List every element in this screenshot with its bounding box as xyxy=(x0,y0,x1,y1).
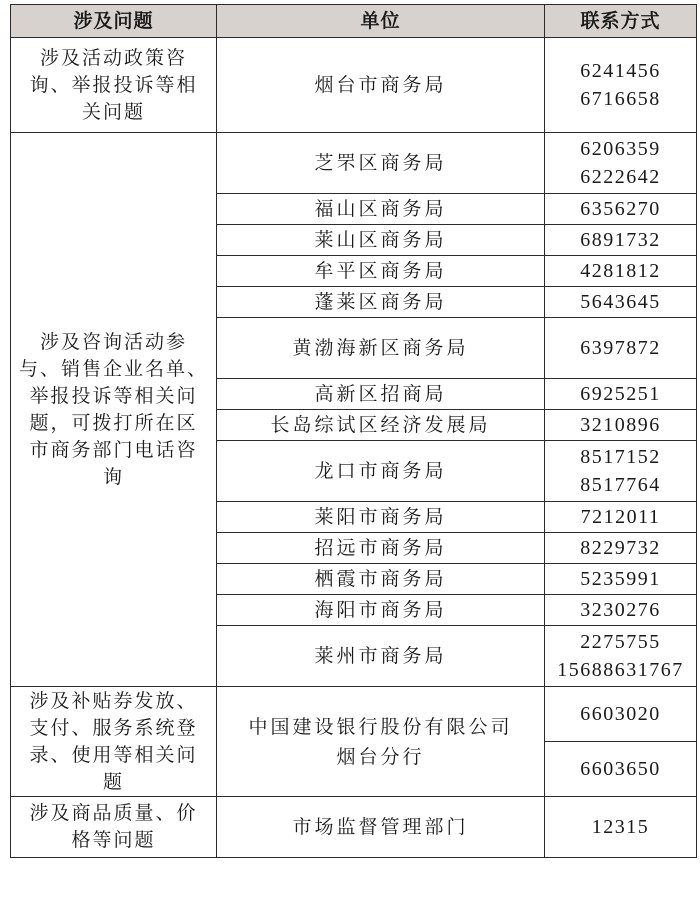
unit-name: 高新区招商局 xyxy=(314,383,447,405)
phone-number: 3210896 xyxy=(580,414,661,436)
unit-name: 烟台市商务局 xyxy=(314,74,447,96)
phone-number: 6397872 xyxy=(580,337,661,359)
table-header-row xyxy=(11,5,697,38)
phone-cell xyxy=(545,133,697,194)
unit-cell xyxy=(217,38,545,133)
unit-cell xyxy=(217,256,545,287)
phone-cell xyxy=(545,287,697,318)
unit-cell xyxy=(217,441,545,502)
phone-number: 6925251 xyxy=(580,383,661,405)
unit-cell xyxy=(217,379,545,410)
unit-name: 莱阳市商务局 xyxy=(314,506,447,528)
issue-text: 与、销售企业名单、 xyxy=(18,357,208,380)
unit-name: 莱山区商务局 xyxy=(314,229,447,251)
phone-cell xyxy=(545,410,697,441)
unit-name: 烟台分行 xyxy=(336,745,425,768)
unit-name: 莱州市商务局 xyxy=(314,645,447,667)
unit-name: 栖霞市商务局 xyxy=(314,568,447,590)
issue-text: 题 xyxy=(102,770,124,793)
unit-cell xyxy=(217,318,545,379)
unit-name: 长岛综试区经济发展局 xyxy=(270,414,491,436)
phone-cell xyxy=(545,687,697,742)
header-unit: 单位 xyxy=(217,5,545,38)
table-row xyxy=(11,687,697,742)
issue-text: 涉及补贴券发放、 xyxy=(29,689,198,712)
unit-cell xyxy=(217,626,545,687)
issue-cell xyxy=(11,38,217,133)
phone-number: 7212011 xyxy=(580,506,661,528)
unit-cell xyxy=(217,287,545,318)
phone-number: 8229732 xyxy=(580,537,661,559)
unit-cell xyxy=(217,410,545,441)
phone-number: 8517764 xyxy=(580,474,661,496)
unit-cell xyxy=(217,797,545,858)
phone-number: 6716658 xyxy=(580,88,661,110)
header-contact: 联系方式 xyxy=(545,5,697,38)
unit-name: 市场监督管理部门 xyxy=(292,816,469,838)
unit-cell xyxy=(217,225,545,256)
phone-number: 8517152 xyxy=(580,446,661,468)
phone-cell xyxy=(545,225,697,256)
unit-cell xyxy=(217,533,545,564)
phone-cell xyxy=(545,742,697,797)
phone-cell xyxy=(545,441,697,502)
issue-text: 涉及咨询活动参 xyxy=(39,330,187,353)
issue-cell xyxy=(11,133,217,687)
phone-number: 6206359 xyxy=(580,138,661,160)
unit-cell xyxy=(217,502,545,533)
unit-name: 蓬莱区商务局 xyxy=(314,291,447,313)
phone-number: 4281812 xyxy=(580,260,661,282)
phone-number: 6603020 xyxy=(580,703,661,725)
phone-number: 12315 xyxy=(591,816,650,838)
phone-number: 6222642 xyxy=(580,166,661,188)
issue-text: 涉及活动政策咨 xyxy=(39,46,187,69)
phone-number: 5235991 xyxy=(580,568,661,590)
contact-table xyxy=(10,4,697,858)
issue-text: 询 xyxy=(102,465,124,488)
phone-cell xyxy=(545,626,697,687)
phone-cell xyxy=(545,194,697,225)
issue-text: 询、举报投诉等相 xyxy=(29,73,198,96)
phone-number: 6241456 xyxy=(580,60,661,82)
phone-number: 3230276 xyxy=(580,599,661,621)
phone-cell xyxy=(545,379,697,410)
phone-cell xyxy=(545,502,697,533)
issue-text: 格等问题 xyxy=(71,829,156,851)
issue-text: 关问题 xyxy=(81,100,145,123)
table-row xyxy=(11,38,697,133)
unit-name: 海阳市商务局 xyxy=(314,599,447,621)
unit-cell xyxy=(217,564,545,595)
unit-cell xyxy=(217,687,545,797)
unit-name: 芝罘区商务局 xyxy=(314,152,447,174)
phone-number: 5643645 xyxy=(580,291,661,313)
issue-text: 市商务部门电话咨 xyxy=(29,438,198,461)
issue-text: 涉及商品质量、价 xyxy=(29,802,198,824)
unit-name: 龙口市商务局 xyxy=(314,460,447,482)
phone-number: 2275755 xyxy=(580,631,661,653)
phone-cell xyxy=(545,318,697,379)
issue-text: 举报投诉等相关问 xyxy=(29,384,198,407)
issue-cell xyxy=(11,797,217,858)
issue-text: 题，可拨打所在区 xyxy=(29,411,198,434)
phone-cell xyxy=(545,533,697,564)
unit-name: 黄渤海新区商务局 xyxy=(292,337,469,359)
unit-name: 中国建设银行股份有限公司 xyxy=(248,715,513,738)
phone-cell xyxy=(545,797,697,858)
issue-cell xyxy=(11,687,217,797)
unit-name: 福山区商务局 xyxy=(314,198,447,220)
phone-number: 6891732 xyxy=(580,229,661,251)
unit-cell xyxy=(217,595,545,626)
unit-cell xyxy=(217,133,545,194)
phone-number: 15688631767 xyxy=(557,659,684,681)
phone-number: 6603650 xyxy=(580,758,661,780)
phone-cell xyxy=(545,564,697,595)
header-issue: 涉及问题 xyxy=(11,5,217,38)
unit-name: 招远市商务局 xyxy=(314,537,447,559)
phone-cell xyxy=(545,38,697,133)
table-row xyxy=(11,797,697,858)
unit-cell xyxy=(217,194,545,225)
issue-text: 录、使用等相关问 xyxy=(29,743,198,766)
unit-name: 牟平区商务局 xyxy=(314,260,447,282)
phone-number: 6356270 xyxy=(580,198,661,220)
phone-cell xyxy=(545,256,697,287)
issue-text: 支付、服务系统登 xyxy=(29,716,198,739)
table-row xyxy=(11,133,697,194)
phone-cell xyxy=(545,595,697,626)
